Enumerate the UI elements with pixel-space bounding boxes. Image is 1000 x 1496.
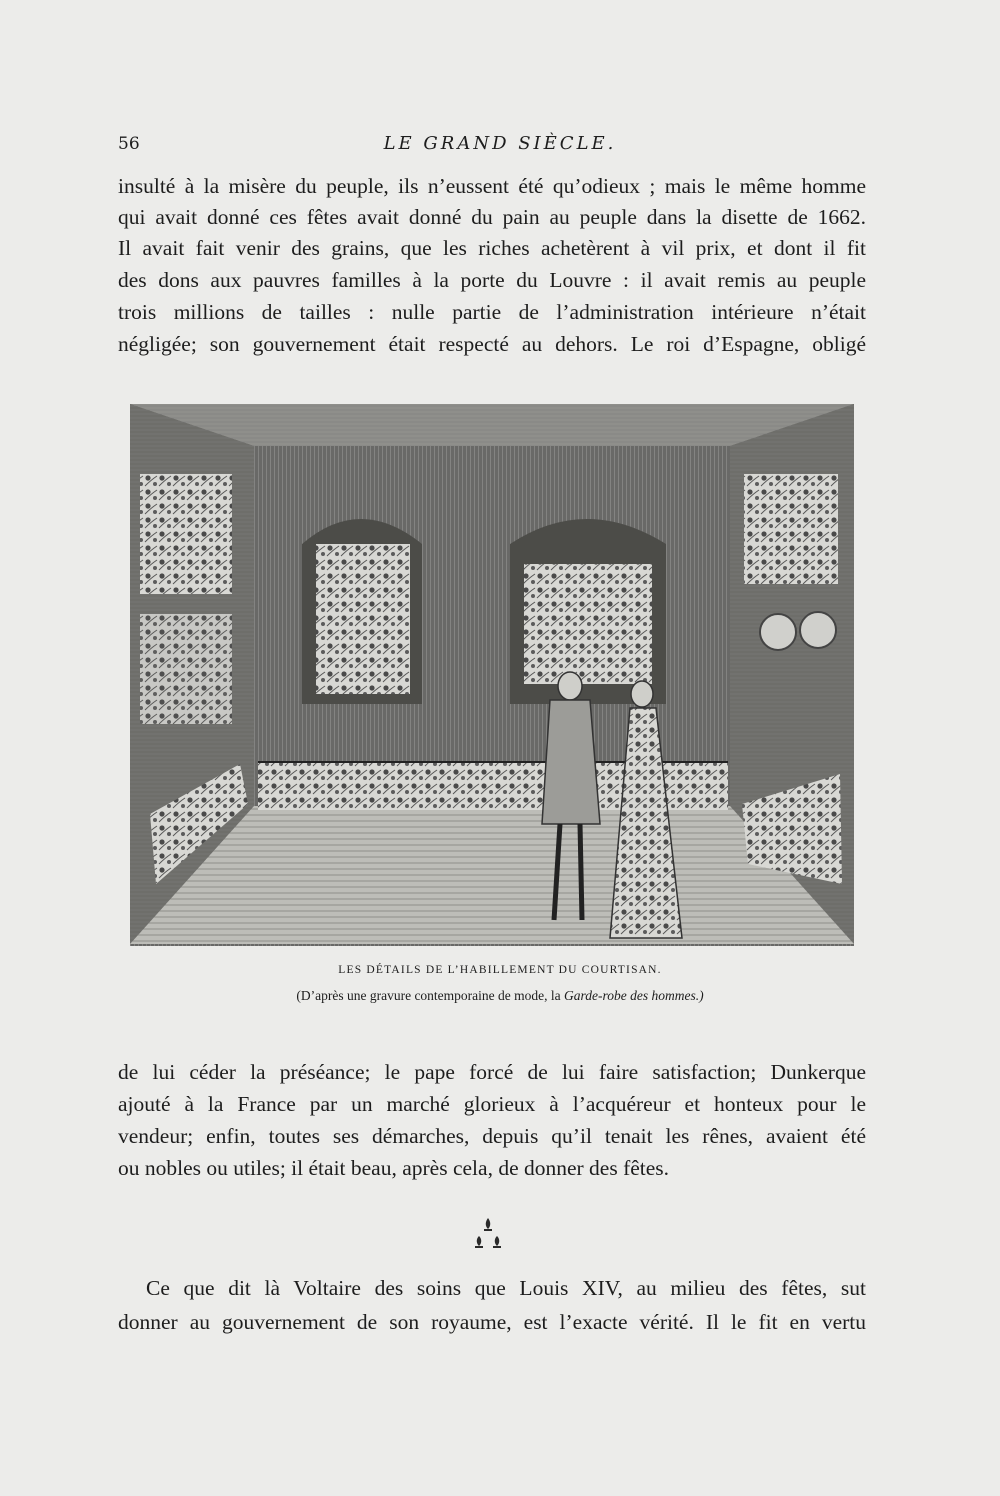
- text-line: Ce que dit là Voltaire des soins que Louis XIV, au milieu des fêtes, sut: [146, 1276, 866, 1300]
- text-line: donner au gouvernement de son royaume, est l’exacte vérité. Il le fit en vertu: [118, 1310, 866, 1334]
- shop-interior-engraving: [130, 404, 854, 946]
- text-line: négligée; son gouvernement était respecté au dehors. Le roi d’Espagne, obligé: [118, 332, 866, 356]
- text-line: qui avait donné ces fêtes avait donné du pain au peuple dans la disette de 1662.: [118, 205, 866, 229]
- text-line: trois millions de tailles : nulle partie de l’administration intérieure n’était: [118, 300, 866, 324]
- text-line: Il avait fait venir des grains, que les riches achetèrent à vil prix, et dont il fit: [118, 236, 866, 260]
- figure-caption-title: LES DÉTAILS DE L’HABILLEMENT DU COURTISAN.: [338, 964, 662, 976]
- caption-source-italic: Garde-robe des hommes.): [564, 988, 704, 1003]
- caption-source-prefix: (D’après une gravure contemporaine de mode, la: [296, 988, 565, 1003]
- fleur-de-lis-icon: [470, 1216, 506, 1252]
- text-line: de lui céder la préséance; le pape forcé de lui faire satisfaction; Dunkerque: [118, 1060, 866, 1084]
- text-line: ajouté à la France par un marché glorieux à l’acquéreur et honteux pour le: [118, 1092, 866, 1116]
- page-number: 56: [118, 134, 140, 154]
- text-line: vendeur; enfin, toutes ses démarches, depuis qu’il tenait les rênes, avaient été: [118, 1124, 866, 1148]
- text-line: ou nobles ou utiles; il était beau, après cela, de donner des fêtes.: [118, 1156, 670, 1180]
- text-line: insulté à la misère du peuple, ils n’eussent été qu’odieux ; mais le même homme: [118, 174, 866, 198]
- figure-caption-source: [0, 988, 1000, 1004]
- text-line: des dons aux pauvres familles à la porte du Louvre : il avait remis au peuple: [118, 268, 866, 292]
- engraving-illustration: [130, 404, 854, 946]
- running-title: LE GRAND SIÈCLE.: [383, 133, 617, 154]
